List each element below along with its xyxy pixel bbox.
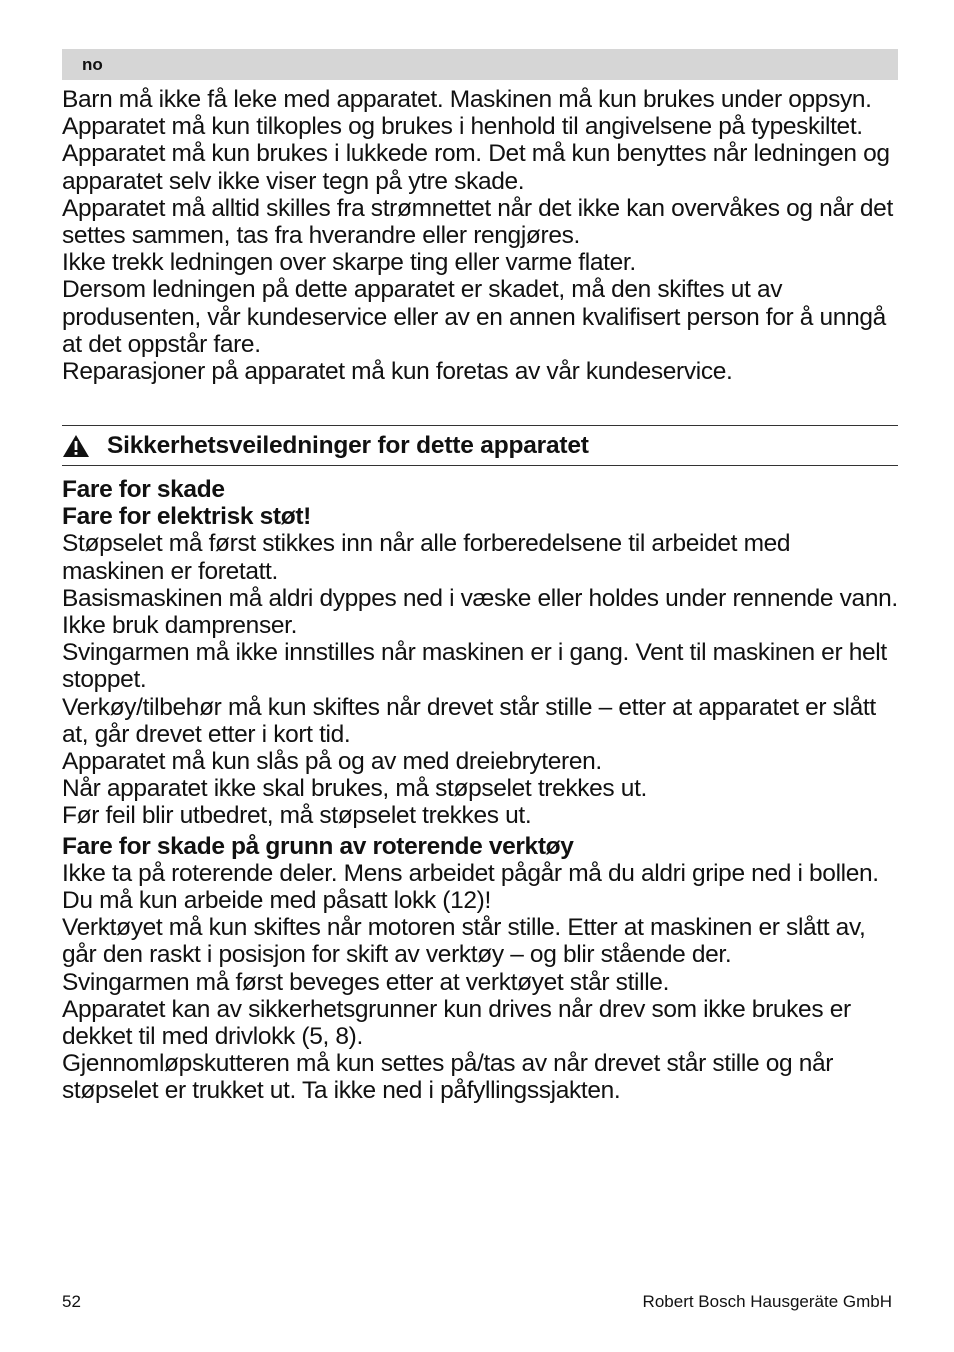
language-code: no bbox=[82, 55, 103, 74]
safety-section-header bbox=[62, 425, 898, 466]
warning-triangle-icon bbox=[62, 434, 90, 458]
paragraph: Svingarmen må først beveges etter at verktøyet står stille. bbox=[62, 968, 670, 996]
intro-text bbox=[62, 86, 898, 385]
safety-content bbox=[62, 476, 898, 1105]
paragraph: Gjennomløpskutteren må kun settes på/tas av når drevet står stille og når støpselet er trukket ut. Ta ikke ned i påfyllingssjakten. bbox=[62, 1050, 834, 1105]
paragraph: Støpselet må først stikkes inn når alle forberedelsene til arbeidet med maskinen er foretatt. bbox=[62, 530, 791, 585]
paragraph: Barn må ikke få leke med apparatet. Maskinen må kun brukes under oppsyn. bbox=[62, 86, 872, 113]
section-title: Sikkerhetsveiledninger for dette apparatet bbox=[107, 431, 589, 459]
heading: Fare for elektrisk støt! bbox=[62, 503, 311, 531]
paragraph: Verktøyet må kun skiftes når motoren står stille. Etter at maskinen er slått av, går den raskt i posisjon for skift av verktøy – og blir stående der. bbox=[62, 914, 866, 969]
paragraph: Reparasjoner på apparatet må kun foretas av vår kundeservice. bbox=[62, 358, 733, 386]
page-number: 52 bbox=[62, 1292, 81, 1311]
paragraph: Basismaskinen må aldri dyppes ned i væske eller holdes under rennende vann. bbox=[62, 584, 898, 612]
paragraph: Apparatet kan av sikkerhetsgrunner kun drives når drev som ikke brukes er dekket til med drivlokk (5, 8). bbox=[62, 995, 851, 1051]
heading: Fare for skade bbox=[62, 476, 225, 503]
paragraph: Når apparatet ikke skal brukes, må støpselet trekkes ut. bbox=[62, 775, 647, 803]
company-name: Robert Bosch Hausgeräte GmbH bbox=[642, 1292, 892, 1311]
paragraph: Apparatet må alltid skilles fra strømnettet når det ikke kan overvåkes og når det settes sammen, tas fra hverandre eller rengjøres. bbox=[62, 194, 893, 250]
paragraph: Verkøy/tilbehør må kun skiftes når drevet står stille – etter at apparatet er slått at, går drevet etter i kort tid. bbox=[62, 693, 876, 748]
paragraph: Før feil blir utbedret, må støpselet trekkes ut. bbox=[62, 802, 532, 830]
paragraph: Ikke bruk damprenser. bbox=[62, 612, 298, 640]
paragraph: Dersom ledningen på dette apparatet er skadet, må den skiftes ut av produsenten, vår kundeservice eller av en annen kvalifisert person for å unngå at det oppstår fare. bbox=[62, 276, 886, 358]
paragraph: Ikke trekk ledningen over skarpe ting eller varme flater. bbox=[62, 249, 636, 277]
paragraph: Apparatet må kun tilkoples og brukes i henhold til angivelsene på typeskiltet. Apparatet må kun brukes i lukkede rom. Det må kun benyttes når ledningen og apparatet selv ikke viser tegn på ytre skade. bbox=[62, 113, 890, 195]
heading: Fare for skade på grunn av roterende verktøy bbox=[62, 832, 574, 860]
paragraph: Svingarmen må ikke innstilles når maskinen er i gang. Vent til maskinen er helt stoppet. bbox=[62, 639, 887, 694]
language-tab bbox=[62, 49, 898, 80]
paragraph: Apparatet må kun slås på og av med dreiebryteren. bbox=[62, 748, 602, 776]
paragraph: Ikke ta på roterende deler. Mens arbeidet pågår må du aldri gripe ned i bollen. Du må kun arbeide med påsatt lokk (12)! bbox=[62, 859, 879, 915]
